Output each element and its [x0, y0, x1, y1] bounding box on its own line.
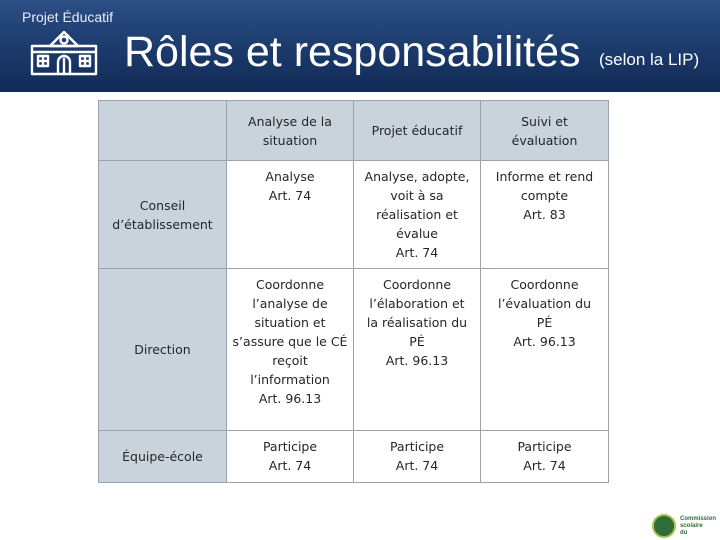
page-title: Rôles et responsabilités: [124, 28, 581, 76]
row-header-label: Conseil d’établissement: [112, 197, 213, 232]
table-row: [99, 269, 609, 431]
commission-scolaire-logo: [652, 512, 720, 540]
table-row: [99, 161, 609, 269]
cell-text: Analyse, adopte, voit à sa réalisation et évalue Art. 74: [364, 169, 470, 260]
table-cell: [481, 431, 609, 483]
page-subtitle: (selon la LIP): [599, 50, 700, 69]
table-cell: [227, 431, 354, 483]
table-row: [99, 431, 609, 483]
table-cell: [481, 161, 609, 269]
table-header-row: [99, 101, 609, 161]
column-header-label: Projet éducatif: [371, 123, 463, 138]
row-header: [99, 161, 227, 269]
cell-text: Informe et rend compte Art. 83: [495, 169, 594, 222]
school-building-icon: [28, 26, 100, 78]
row-header-label: Direction: [134, 342, 191, 357]
column-header: [227, 101, 354, 161]
table-cell: [227, 269, 354, 431]
cell-text: Coordonne l’analyse de situation et s’assure que le CÉ reçoit l’information Art. 96.13: [232, 277, 348, 406]
row-header-label: Équipe-école: [122, 449, 203, 464]
commission-scolaire-logo-icon: [652, 514, 676, 538]
column-header: [481, 101, 609, 161]
table-cell: [354, 269, 481, 431]
logo-text: Commission scolaire du: [680, 515, 717, 536]
roles-table: [98, 100, 609, 483]
column-header-label: Analyse de la situation: [248, 113, 332, 148]
row-header: [99, 269, 227, 431]
cell-text: Coordonne l’élaboration et la réalisation du PÉ Art. 96.13: [366, 277, 468, 368]
row-header: [99, 431, 227, 483]
table-cell: [481, 269, 609, 431]
table-corner-cell: [99, 101, 227, 161]
cell-text: Analyse Art. 74: [265, 169, 315, 203]
table-cell: [354, 431, 481, 483]
column-header-label: Suivi et évaluation: [511, 113, 578, 148]
table-cell: [227, 161, 354, 269]
cell-text: Participe Art. 74: [262, 439, 318, 473]
cell-text: Coordonne l’évaluation du PÉ Art. 96.13: [497, 277, 592, 349]
cell-text: Participe Art. 74: [389, 439, 445, 473]
table-cell: [354, 161, 481, 269]
cell-text: Participe Art. 74: [517, 439, 572, 473]
app-label: Projet Éducatif: [22, 9, 114, 25]
column-header: [354, 101, 481, 161]
